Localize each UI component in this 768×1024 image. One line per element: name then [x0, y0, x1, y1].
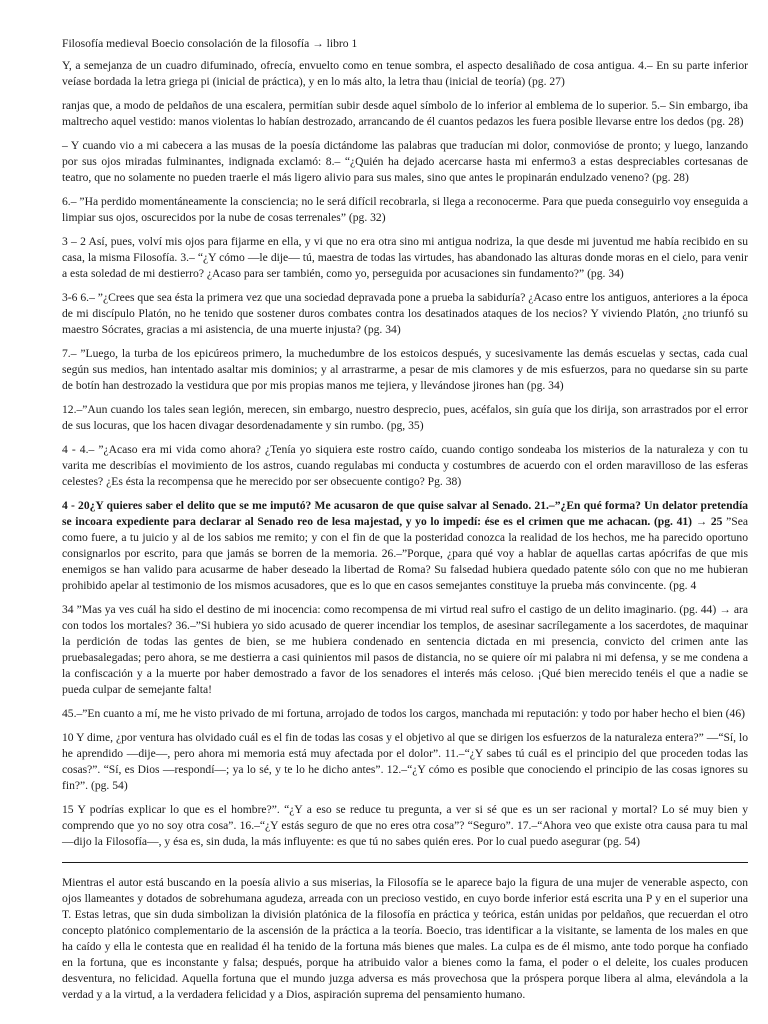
- paragraph-text: ranjas que, a modo de peldaños de una escalera, permitían subir desde aquel símbolo de lo inferior al emblema de lo superior. 5.– Sin embargo, iba maltrecho aquel vestido: manos violentas lo habían destrozado, arrancando de él cuantos pedazos les fuera posible llevarse entre los dedos (pg. 28): [62, 99, 748, 128]
- section-divider: [62, 862, 748, 863]
- paragraph-7: [62, 346, 748, 394]
- paragraph-text: 7.– ”Luego, la turba de los epicúreos primero, la muchedumbre de los estoicos después, y sucesivamente las demás escuelas y sectas, cada cual según sus medios, han intentado asaltar mis dominios; y al arrastrarme, a pesar de mis clamores y de mis esfuerzos, para no quedarse sin su parte de botín han destrozado la vestidura que por mis propias manos me tejiera, y llevándose jirones han (pg. 34): [62, 347, 748, 392]
- paragraph-text: 3 – 2 Así, pues, volví mis ojos para fijarme en ella, y vi que no era otra sino mi antigua nodriza, la que desde mi juventud me había recibido en su casa, la misma Filosofía. 3.– “¿Y cómo —le dije— tú, maestra de todas las virtudes, has abandonado las alturas donde moras en el cielo, para venir a esta soledad de mi destierro? ¿Acaso para ser también, como yo, perseguida por acusaciones sin fundamento?” (pg. 34): [62, 235, 748, 280]
- document-title: Filosofía medieval Boecio consolación de la filosofía → libro 1: [62, 37, 358, 50]
- summary-paragraph: Mientras el autor está buscando en la poesía alivio a sus miserias, la Filosofía se le aparece bajo la figura de una mujer de venerable aspecto, con ojos llameantes y dotados de sobrehumana agudeza, arreada con un precioso vestido, en cuyo borde inferior está escrita una P y en el superior una T. Estas letras, que sin duda simbolizan la división platónica de la filosofía en práctica y teórica, están unidas por peldaños, que recuerdan el otro concepto platónico complementario de la ascensión de la práctica a la teoría. Boecio, tras identificar a la visitante, se lamenta de los males en que ha caído y ella le contesta que en realidad él ha tenido de la fortuna más bienes que males. La culpa es de él mismo, ante todo porque ha confiado en la fortuna, que es inconstante y falsa; después, porque ha atribuido valor a bienes como la fama, el poder o el deleite, los cuales producen desventura, no felicidad. Aquella fortuna que el mundo juzga adversa es más provechosa que la próspera porque libera al alma, elevándola a la verdad y a la virtud, a la verdadera felicidad y a Dios, aspiración suprema del pensamiento humano.: [62, 875, 748, 1001]
- paragraph-text: 10 Y dime, ¿por ventura has olvidado cuál es el fin de todas las cosas y el objetivo al que se dirigen los esfuerzos de la naturaleza entera?” —“Sí, lo he aprendido —dije—, pero ahora mi memoria está muy afectada por el dolor”. 11.–“¿Y sabes tú cuál es el principio del que proceden todas las cosas?”. “Sí, es Dios —respondí—; ya lo sé, y te lo he dicho antes”. 12.–“¿Y cómo es posible que conociendo el principio de las cosas ignores su fin?”. (pg. 54): [62, 731, 748, 792]
- paragraph-14: [62, 802, 748, 850]
- paragraph-10: [62, 498, 748, 594]
- paragraph-5: [62, 234, 748, 282]
- paragraph-text: 6.– ”Ha perdido momentáneamente la consciencia; no le será difícil recobrarla, si llega a reconocerme. Para que pueda conseguirlo voy enseguida a limpiar sus ojos, oscurecidos por la nube de cosas terrenales” (pg. 32): [62, 195, 748, 224]
- paragraph-12: [62, 706, 748, 722]
- paragraph-text: 3-6 6.– ”¿Crees que sea ésta la primera vez que una sociedad depravada pone a prueba la sabiduría? ¿Acaso entre los antiguos, anteriores a la época de mi discípulo Platón, no he tenido que sostener duros combates contra los desatinados ataques de los necios? Y viviendo Platón, ¿no triunfó su maestro Sócrates, gracias a mi asistencia, de una muerte injusta? (pg. 34): [62, 291, 748, 336]
- paragraph-6: [62, 290, 748, 338]
- paragraph-3: [62, 138, 748, 186]
- paragraph-1: [62, 58, 748, 90]
- paragraph-bold-text: 4 - 20¿Y quieres saber el delito que se me imputó? Me acusaron de que quise salvar al Senado. 21.–”¿En qué forma? Un delator pretendía se incoara expediente para declarar al Senado reo de lesa majestad, y yo lo impedí: ése es el crimen que me achacan. (pg. 41) → 25: [62, 499, 748, 528]
- paragraph-text: 34 ”Mas ya ves cuál ha sido el destino de mi inocencia: como recompensa de mi virtud real sufro el castigo de un delito imaginario. (pg. 44) → ara con todos los mortales? 36.–”Si hubiera yo sido acusado de querer incendiar los templos, de asesinar sacrílegamente a los sacerdotes, de maquinar la perdición de todas las gentes de bien, se me hubiera condenado en sentencia dictada en mi presencia, convicto del crimen ante las pruebasalegadas; pero ahora, se me destierra a casi quinientos mil pasos de distancia, no se quiere oír mi palabra ni mi defensa, y se me condena a la confiscación y a la muerte por haber demostrado a favor de los senadores el interés más celoso. ¡Qué bien merecido tenéis el que a nadie se pueda culpar de semejante falta!: [62, 603, 748, 696]
- paragraph-text: Y, a semejanza de un cuadro difuminado, ofrecía, envuelto como en tenue sombra, el aspecto desaliñado de cosa antigua. 4.– En su parte inferior veíase bordada la letra griega pi (inicial de práctica), y en lo más alto, la letra thau (inicial de teoría) (pg. 27): [62, 59, 748, 88]
- paragraph-13: [62, 730, 748, 794]
- paragraph-2: [62, 98, 748, 130]
- paragraph-text: 4 - 4.– ”¿Acaso era mi vida como ahora? ¿Tenía yo siquiera este rostro caído, cuando contigo sondeaba los misterios de la naturaleza y con tu varita me describías el movimiento de los astros, cuando regulabas mi conducta y costumbres de acuerdo con el orden maravilloso de las esferas celestes? ¿Es ésta la recompensa que he merecido por ser obsecuente contigo? Pg. 38): [62, 443, 748, 488]
- paragraph-text: 12.–”Aun cuando los tales sean legión, merecen, sin embargo, nuestro desprecio, pues, acéfalos, sin guía que los dirija, son arrastrados por el error de sus locuras, que los hacen divagar desordenadamente y sin rumbo. (pg, 35): [62, 403, 748, 432]
- paragraph-8: [62, 402, 748, 434]
- paragraph-4: [62, 194, 748, 226]
- paragraph-text: 45.–”En cuanto a mí, me he visto privado de mi fortuna, arrojado de todos los cargos, manchada mi reputación: y todo por haber hecho el bien (46): [62, 707, 745, 720]
- paragraph-text: ”Sea como fuere, a tu juicio y al de los sabios me remito; y con el fin de que la posteridad conozca la realidad de los hechos, me ha parecido oportuno consignarlos por escrito, para que jamás se borren de la memoria. 26.–”Porque, ¿para qué voy a hablar de aquellas cartas apócrifas de que mis enemigos se han valido para acusarme de haber deseado la libertad de Roma? Su falsedad hubiera quedado patente sólo con que no me hubieran prohibido apelar al testimonio de los mismos acusadores, que es lo que en casos semejantes constituye la prueba más convincente. (pg. 4: [62, 515, 748, 592]
- paragraph-text: 15 Y podrías explicar lo que es el hombre?”. “¿Y a eso se reduce tu pregunta, a ver si sé que es un ser racional y mortal? Lo sé muy bien y comprendo que yo no soy otra cosa”. 16.–“¿Y estás seguro de que no eres otra cosa”? “Seguro”. 17.–“Ahora veo que existe otra causa para tu mal —dijo la Filosofía—, y ésa es, sin duda, la más influyente: es que tú no sabes quién eres. Por lo cual puedo asegurar (pg. 54): [62, 803, 748, 848]
- paragraph-9: [62, 442, 748, 490]
- paragraph-text: – Y cuando vio a mi cabecera a las musas de la poesía dictándome las palabras que traducían mi dolor, conmovióse de pronto; y luego, lanzando por sus ojos miradas fulminantes, indignada exclamó: 8.– “¿Quién ha dejado acercarse hasta mi enfermo3 a estas despreciables cortesanas de teatro, que no solamente no pueden traerle el más ligero alivio para sus males, sino que antes le propinarán endulzado veneno? (pg. 28): [62, 139, 748, 184]
- paragraph-11: [62, 602, 748, 698]
